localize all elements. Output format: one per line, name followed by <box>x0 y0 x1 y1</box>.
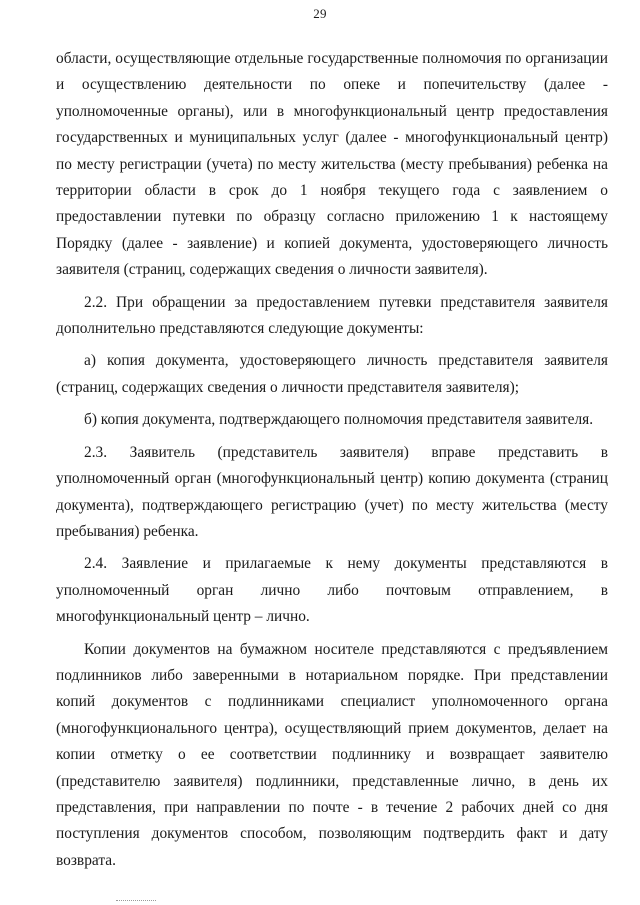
paragraph-2-2-a: а) копия документа, удостоверяющего личность представителя заявителя (страниц, содержащих сведения о личности представителя заявителя); <box>56 352 608 396</box>
paragraph-2-2-b: б) копия документа, подтверждающего полномочия представителя заявителя. <box>84 411 594 429</box>
page-number: 29 <box>313 6 327 21</box>
paragraph-2-2: 2.2. При обращении за предоставлением путевки представителя заявителя дополнительно представляются следующие документы: <box>56 293 608 338</box>
paragraph-continuation: области, осуществляющие отдельные государственные полномочия по организации и осуществлению деятельности по опеке и попечительству (далее - уполномоченные органы), или в многофункциональный центр предоставления государственных и муниципальных услуг (далее - многофункциональный центр) по месту регистрации (учета) по месту жительства (месту пребывания) ребенка на территории области в срок до 1 ноября текущего года с заявлением о предоставлении путевки по образцу согласно приложению 1 к настоящему Порядку (далее - заявление) и копией документа, удостоверяющего личность заявителя (страниц, содержащих сведения о личности заявителя). <box>56 50 608 279</box>
footer-scan-mark <box>116 900 156 905</box>
paragraph-2-4: 2.4. Заявление и прилагаемые к нему документы представляются в уполномоченный орган лично либо почтовым отправлением, в многофункциональный центр – лично. <box>56 555 608 626</box>
document-body <box>56 46 608 874</box>
paragraph-2-3: 2.3. Заявитель (представитель заявителя) вправе представить в уполномоченный орган (многофункциональный центр) копию документа (страниц документа), подтверждающего регистрацию (учет) по месту жительства (месту пребывания) ребенка. <box>56 443 608 540</box>
paragraph-copies: Копии документов на бумажном носителе представляются с предъявлением подлинников либо заверенными в нотариальном порядке. При представлении копий документов с подлинниками специалист уполномоченного органа (многофункционального центра), осуществляющий прием документов, делает на копии отметку о ее соответствии подлиннику и возвращает заявителю (представителю заявителя) подлинники, представленные лично, в день их представления, при направлении по почте - в течение 2 рабочих дней со дня поступления документов способом, позволяющим подтвердить факт и дату возврата. <box>56 640 608 869</box>
